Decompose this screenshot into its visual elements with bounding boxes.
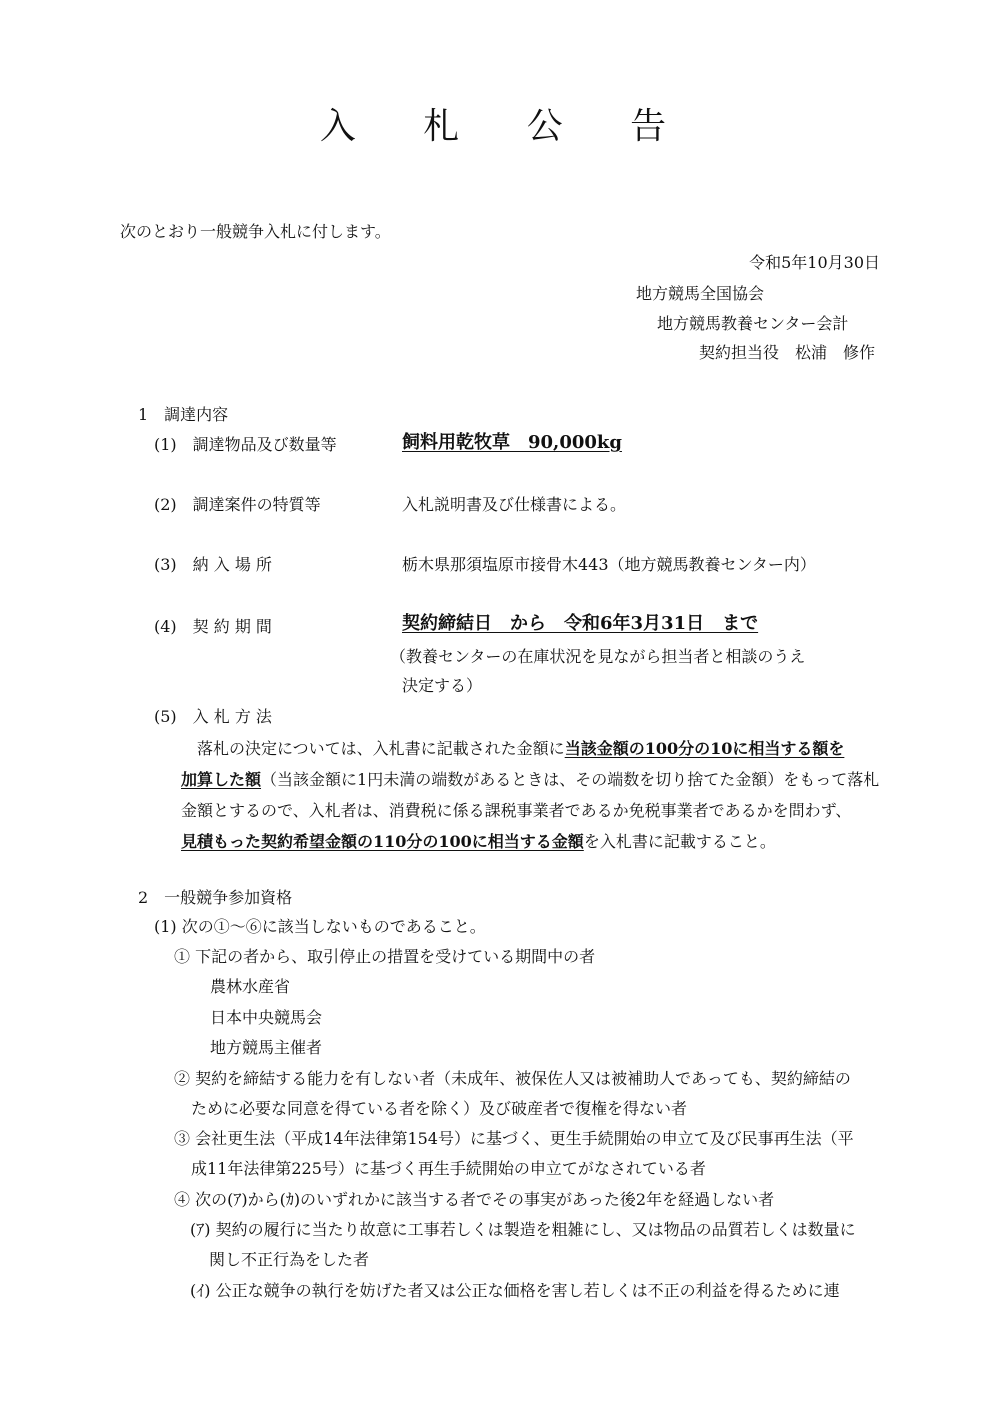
clause-1-entity: 日本中央競馬会	[210, 1008, 323, 1027]
sub-clause-a-line-2: 関し不正行為をした者	[209, 1250, 370, 1269]
item-4-label: (4) 契 約 期 間	[154, 617, 272, 636]
section-2-heading: 2 一般競争参加資格	[138, 888, 293, 907]
paragraph-text: （当該金額に1円未満の端数があるときは、その端数を切り捨てた金額）をもって落札金額とするので、入札者は、消費税に係る課税事業者であるか免税事業者であるかを問わず、	[181, 770, 880, 820]
sub-clause-b-line-1: (ｲ) 公正な競争の執行を妨げた者又は公正な価格を害し若しくは不正の利益を得るために連	[190, 1281, 840, 1300]
item-5-label: (5) 入 札 方 法	[154, 707, 272, 726]
emphasis-text: 加算した額	[181, 770, 262, 789]
clause-3-line-2: 成11年法律第225号）に基づく再生手続開始の申立てがなされている者	[191, 1159, 706, 1178]
clause-2-line-1: ② 契約を締結する能力を有しない者（未成年、被保佐人又は被補助人であっても、契約締結の	[174, 1069, 851, 1088]
item-1-value: 飼料用乾牧草 90,000kg	[402, 432, 622, 453]
issue-date: 令和5年10月30日	[749, 253, 880, 272]
paragraph-text: 落札の決定については、入札書に記載された金額に	[181, 739, 565, 758]
item-2-label: (2) 調達案件の特質等	[154, 495, 321, 514]
item-3-label: (3) 納 入 場 所	[154, 555, 272, 574]
intro-text: 次のとおり一般競争入札に付します。	[120, 222, 391, 241]
clause-1-entity: 農林水産省	[210, 977, 291, 996]
emphasis-text: 当該金額の100分の10に相当する額を	[564, 739, 845, 758]
clause-4: ④ 次の(ｱ)から(ｶ)のいずれかに該当する者でその事実があった後2年を経過しない者	[174, 1190, 775, 1209]
item-2-value: 入札説明書及び仕様書による。	[402, 495, 627, 514]
org-division: 地方競馬教養センター会計	[657, 314, 849, 333]
s2-item-1: (1) 次の①～⑥に該当しないものであること。	[154, 917, 486, 936]
sub-clause-a-line-1: (ｱ) 契約の履行に当たり故意に工事若しくは製造を粗雑にし、又は物品の品質若しくは数量に	[190, 1220, 856, 1239]
item-1-label: (1) 調達物品及び数量等	[154, 435, 337, 454]
section-1-heading: 1 調達内容	[138, 405, 229, 424]
item-4-note-2: 決定する）	[402, 676, 483, 695]
page-title: 入 札 公 告	[319, 106, 695, 147]
org-officer: 契約担当役 松浦 修作	[699, 343, 876, 362]
clause-1: ① 下記の者から、取引停止の措置を受けている期間中の者	[174, 947, 596, 966]
clause-3-line-1: ③ 会社更生法（平成14年法律第154号）に基づく、更生手続開始の申立て及び民事再生法（平	[174, 1129, 854, 1148]
item-4-note-1: （教養センターの在庫状況を見ながら担当者と相談のうえ	[390, 647, 806, 666]
clause-2-line-2: ために必要な同意を得ている者を除く）及び破産者で復権を得ない者	[191, 1099, 688, 1118]
item-3-value: 栃木県那須塩原市接骨木443（地方競馬教養センター内）	[402, 555, 816, 574]
paragraph-text: を入札書に記載すること。	[583, 832, 776, 851]
clause-1-entity: 地方競馬主催者	[210, 1038, 323, 1057]
item-4-value: 契約締結日 から 令和6年3月31日 まで	[402, 613, 759, 634]
org-name: 地方競馬全国協会	[636, 284, 765, 303]
emphasis-text: 見積もった契約希望金額の110分の100に相当する金額	[181, 832, 584, 851]
item-5-paragraph	[181, 733, 881, 857]
